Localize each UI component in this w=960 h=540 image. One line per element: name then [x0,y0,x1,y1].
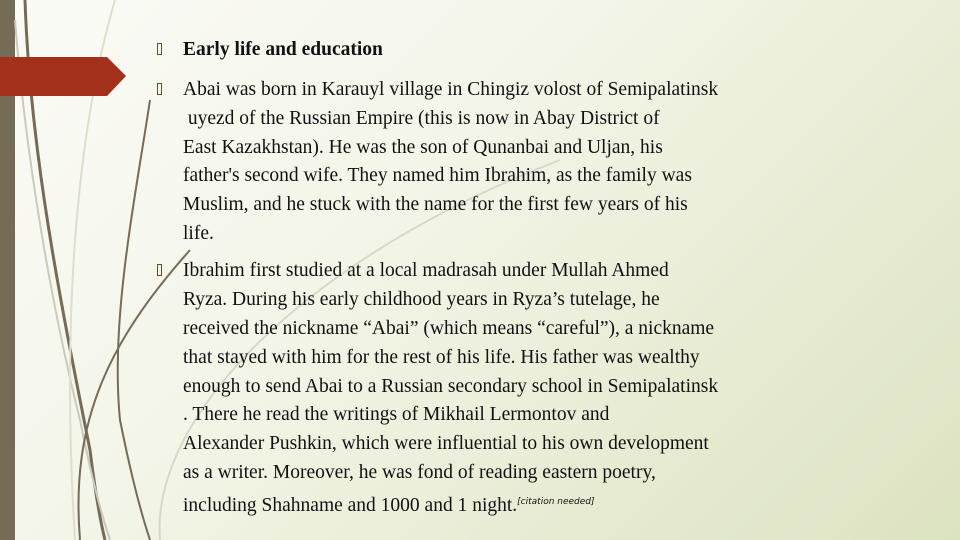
paragraph-line: enough to send Abai to a Russian secondary school in Semipalatinsk [183,376,719,397]
paragraph-line: as a writer. Moreover, he was fond of reading eastern poetry, [183,462,656,483]
paragraph-line: Abai was born in Karauyl village in Chingiz volost of Semipalatinsk [183,79,719,100]
paragraph-line: Ryza. During his early childhood years in Ryza’s tutelage, he [183,289,660,310]
bullet-icon [157,43,162,55]
paragraph-line-last [183,491,595,517]
paragraph-line: . There he read the writings of Mikhail Lermontov and [183,404,610,425]
paragraph-line: life. [183,223,214,244]
paragraph-line: father's second wife. They named him Ibrahim, as the family was [183,165,692,186]
section-heading: Early life and education [183,39,383,60]
citation-needed-link[interactable]: [citation needed] [517,497,595,507]
paragraph-line: received the nickname “Abai” (which means “careful”), a nickname [183,318,715,339]
paragraph-text: including Shahname and 1000 and 1 night. [183,495,518,516]
paragraph-line: uyezd of the Russian Empire (this is now in Abay District of [183,108,660,129]
paragraph-line: Alexander Pushkin, which were influential to his own development [183,433,709,454]
paragraph-line: Ibrahim first studied at a local madrasah under Mullah Ahmed [183,260,669,281]
paragraph-line: East Kazakhstan). He was the son of Qunanbai and Uljan, his [183,137,663,158]
bullet-icon [157,264,162,276]
bullet-icon [157,83,162,95]
red-arrow-banner [0,0,140,110]
paragraph-line: Muslim, and he stuck with the name for the first few years of his [183,194,688,215]
paragraph-line: that stayed with him for the rest of his life. His father was wealthy [183,347,700,368]
